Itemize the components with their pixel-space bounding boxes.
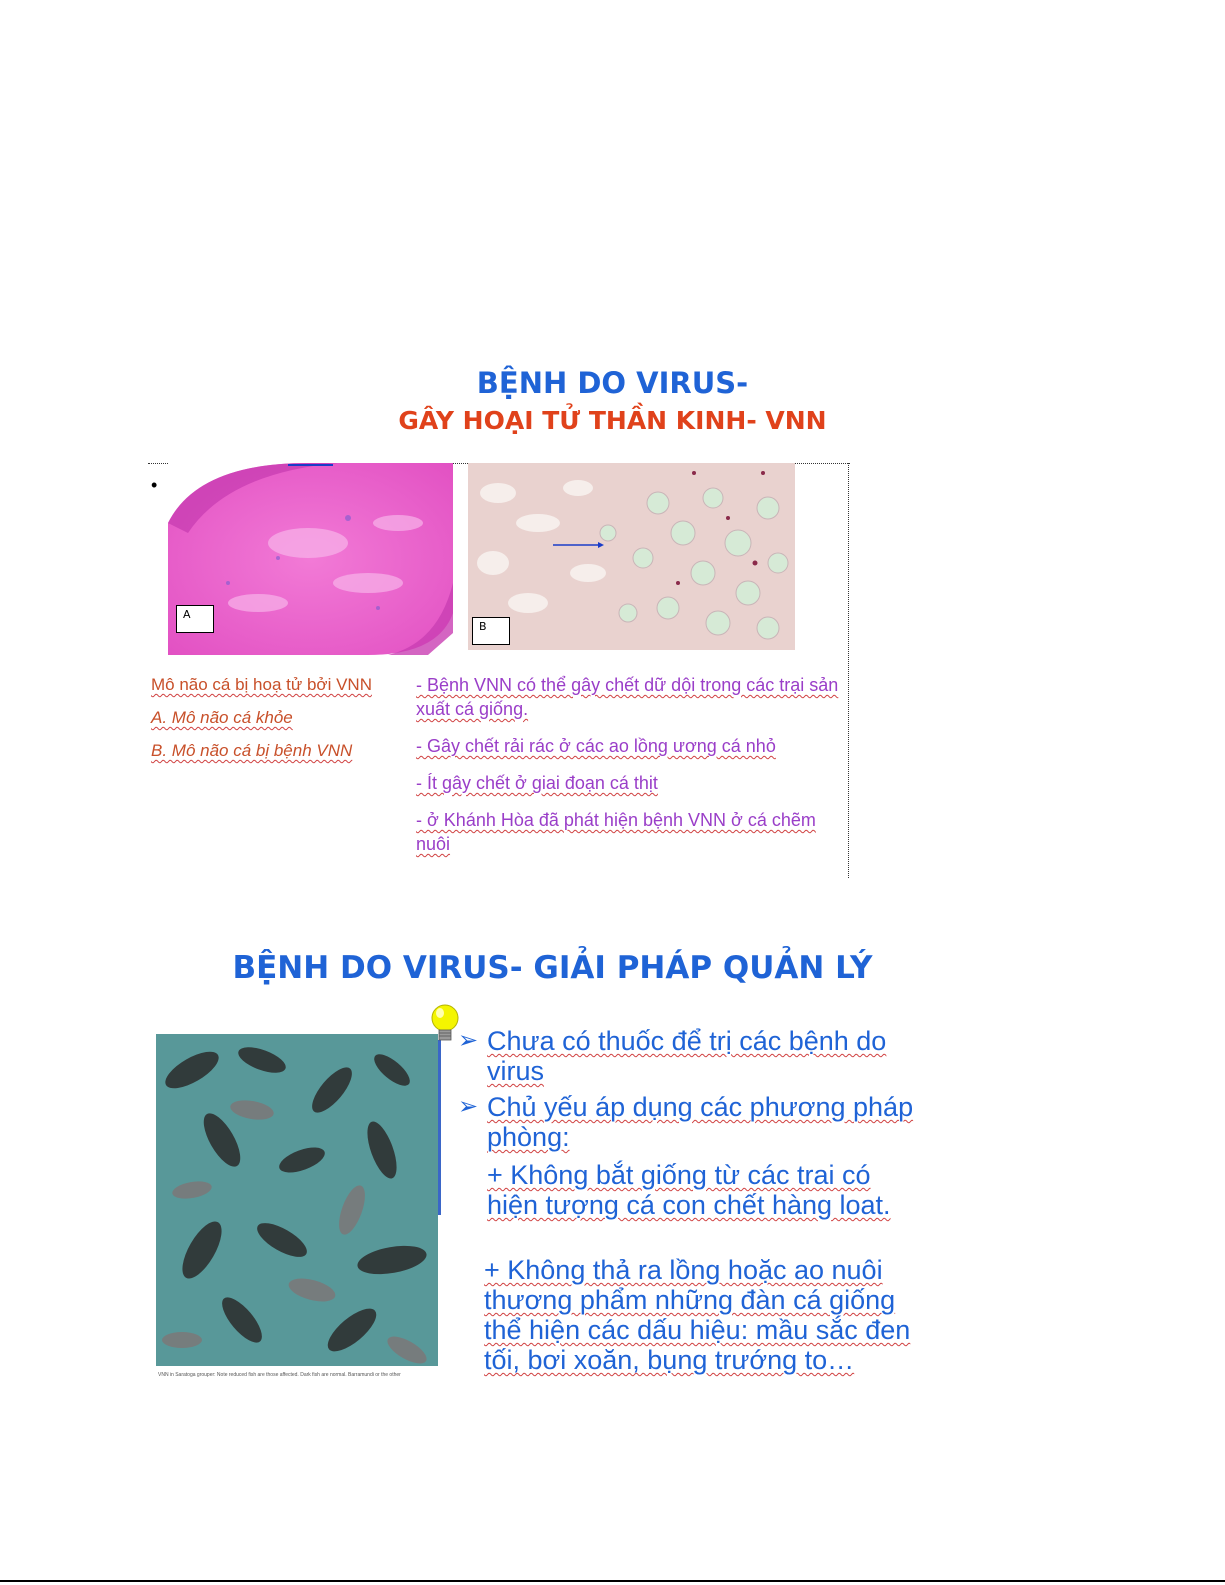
left-caption-line3: B. Mô não cá bị bệnh VNN <box>151 741 353 760</box>
slide2-title: BỆNH DO VIRUS- GIẢI PHÁP QUẢN LÝ <box>232 950 873 986</box>
arrow-bullet-icon: ➢ <box>458 1093 479 1120</box>
sub-item-text: + Không bắt giống từ các trai có hiện tượng cá con chết hàng loat. <box>487 1160 891 1220</box>
arrow-bullet-icon: ➢ <box>458 1027 479 1054</box>
right-points <box>416 673 841 856</box>
right-point: - Ít gây chết ở giai đoạn cá thịt <box>416 773 658 793</box>
right-point: - Gây chết rải rác ở các ao lồng ương cá nhỏ <box>416 736 776 756</box>
accent-bar <box>438 1040 441 1215</box>
right-point: - Bệnh VNN có thể gây chết dữ dội trong các trại sản xuất cá giống. <box>416 675 839 719</box>
slide1-bullet: • <box>151 475 158 495</box>
page-bottom-rule <box>0 1580 1225 1582</box>
image-a-label: A <box>176 605 214 633</box>
fish-photo-caption: VNN in Saratoga grouper: Note reduced fish are those affected. Dark fish are normal. Barramundi or the other <box>158 1372 401 1378</box>
bullet-item-2 <box>458 1092 918 1152</box>
tissue-image-b <box>468 463 795 650</box>
slide1-title-line2: GÂY HOẠI TỬ THẦN KINH- VNN <box>398 406 827 435</box>
tissue-image-a <box>168 463 453 655</box>
right-point: - ở Khánh Hòa đã phát hiện bệnh VNN ở cá chẽm nuôi <box>416 810 816 854</box>
lightbulb-icon <box>428 1003 462 1054</box>
bullet-text: Chủ yếu áp dụng các phương pháp phòng: <box>487 1092 914 1152</box>
slide1-frame-right <box>848 463 849 878</box>
sub-item-1 <box>487 1160 907 1220</box>
slide1-title-line1: BỆNH DO VIRUS- <box>476 366 749 400</box>
left-caption <box>151 668 411 767</box>
bullet-item-1 <box>458 1026 918 1086</box>
sub-item-text: + Không thả ra lồng hoặc ao nuôi thương phẩm những đàn cá giống thể hiện các dấu hiệu: mầu sắc đen tối, bơi xoăn, bụng trướng to… <box>484 1255 911 1375</box>
sub-item-2 <box>484 1255 914 1375</box>
image-b-label: B <box>472 617 510 645</box>
bullet-text: Chưa có thuốc để trị các bệnh do virus <box>487 1026 887 1086</box>
left-caption-line1: Mô não cá bị hoạ tử bởi VNN <box>151 675 372 694</box>
fish-photo <box>152 1030 442 1385</box>
left-caption-line2: A. Mô não cá khỏe <box>151 708 293 727</box>
